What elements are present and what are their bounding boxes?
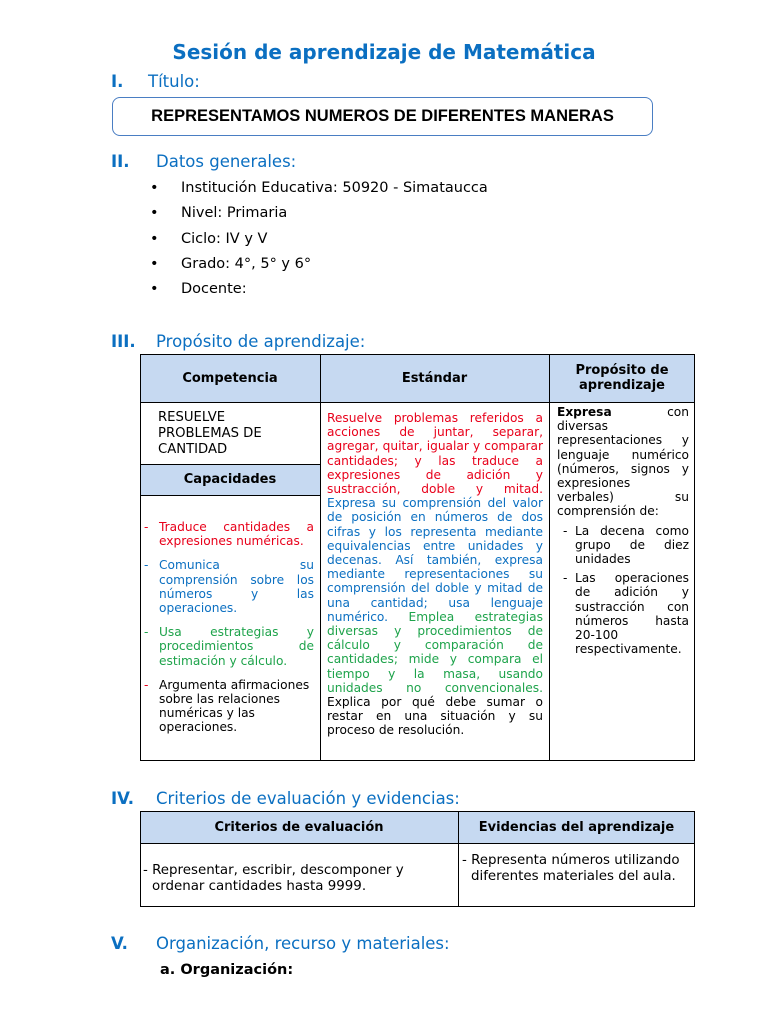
bullet: • <box>150 180 159 196</box>
bullet: • <box>150 255 159 272</box>
proposito-text: con diversas representaciones y lenguaje numérico (números, signos y expresiones verbales) su comprensión de: <box>557 405 689 519</box>
header-estandar: Estándar <box>320 354 549 402</box>
table-border <box>140 811 695 812</box>
section-5-heading <box>111 934 450 953</box>
table-border <box>140 402 695 403</box>
estandar-part-red: Resuelve problemas referidos a acciones de juntar, separar, agregar, quitar, igualar y comparar cantidades; y las traduce a expresiones de adición y sustracción, doble y mitad. <box>327 411 543 497</box>
proposito-content <box>557 405 689 656</box>
list-item <box>150 176 488 201</box>
dash: - <box>563 523 568 538</box>
capacidad-text: Argumenta afirmaciones sobre las relaciones numéricas y las operaciones. <box>159 677 310 735</box>
capacidad-text: Traduce cantidades a expresiones numéricas. <box>159 520 314 549</box>
section-number: V. <box>111 934 128 953</box>
section-4-heading <box>111 789 460 808</box>
list-item <box>144 625 314 668</box>
table-border <box>549 354 550 761</box>
section-number: III. <box>111 332 136 351</box>
section-label: Título: <box>148 72 200 91</box>
document-title: Sesión de aprendizaje de Matemática <box>172 40 596 64</box>
section-label: Propósito de aprendizaje: <box>156 332 366 351</box>
capacidad-text: Comunica su comprensión sobre los números y las operaciones. <box>159 558 314 616</box>
list-item-text: Institución Educativa: 50920 - Simataucca <box>181 180 488 196</box>
dash: - <box>563 571 568 586</box>
proposito-verb: Expresa <box>557 405 612 419</box>
list-item <box>144 520 314 548</box>
list-item <box>144 558 314 615</box>
general-data-list <box>150 176 488 302</box>
bullet: • <box>150 281 159 298</box>
table-border <box>140 843 695 844</box>
purpose-table <box>140 354 695 761</box>
section-label: Datos generales: <box>156 152 297 171</box>
dash: - <box>144 625 149 640</box>
list-item-text: Grado: 4°, 5° y 6° <box>181 255 312 272</box>
proposito-item-text: Las operaciones de adición y sustracción con números hasta 20-100 respectivamente. <box>575 571 689 657</box>
list-item <box>557 571 689 656</box>
estandar-part-black: Explica por qué debe sumar o restar en una situación y su proceso de resolución. <box>327 695 543 738</box>
dash: - <box>144 677 149 692</box>
header-competencia: Competencia <box>140 354 320 402</box>
header-proposito: Propósito de aprendizaje <box>549 354 695 402</box>
estandar-part-blue: Expresa su comprensión del valor de posición en números de dos cifras y los representa mediante equivalencias entre unidades y decenas. Así también, expresa mediante representaciones su comprensión del doble y mitad de una cantidad; usa lenguaje numérico. <box>327 496 543 624</box>
list-item-text: Docente: <box>181 281 247 298</box>
subsection-organizacion: a. Organización: <box>160 962 294 978</box>
table-border <box>140 760 695 761</box>
table-border <box>140 464 320 465</box>
proposito-item-text: La decena como grupo de diez unidades <box>575 523 689 567</box>
table-border <box>140 906 695 907</box>
list-item-text: Nivel: Primaria <box>181 205 288 222</box>
table-border <box>694 811 695 907</box>
bullet: • <box>150 205 159 222</box>
table-border <box>140 354 141 761</box>
bullet: • <box>150 230 159 247</box>
capacidades-list <box>144 520 314 741</box>
section-label: Criterios de evaluación y evidencias: <box>156 789 460 808</box>
section-2-heading <box>111 152 296 171</box>
list-item <box>150 252 488 277</box>
list-item <box>144 678 314 735</box>
list-item <box>150 277 488 302</box>
header-evidencias: Evidencias del aprendizaje <box>458 811 695 843</box>
header-criterios: Criterios de evaluación <box>140 811 458 843</box>
list-item <box>557 524 689 567</box>
section-label: Organización, recurso y materiales: <box>156 934 450 953</box>
table-border <box>140 811 141 907</box>
section-number: I. <box>111 72 124 91</box>
evidencia-text: - Representa números utilizando diferentes materiales del aula. <box>462 853 680 884</box>
session-title: REPRESENTAMOS NUMEROS DE DIFERENTES MANERAS <box>151 107 614 125</box>
session-title-box <box>112 97 653 136</box>
header-capacidades: Capacidades <box>140 464 320 495</box>
section-1-heading <box>111 72 200 91</box>
competencia-text: RESUELVE PROBLEMAS DE CANTIDAD <box>158 410 262 457</box>
capacidad-text: Usa estrategias y procedimientos de estimación y cálculo. <box>159 625 314 668</box>
table-border <box>458 811 459 907</box>
section-number: IV. <box>111 789 135 808</box>
proposito-intro <box>557 405 689 519</box>
dash: - <box>144 520 149 534</box>
estandar-part-green: Emplea estrategias diversas y procedimientos de cálculo y comparación de cantidades; mide y compara el tiempo y la masa, usando unidades no convencionales. <box>327 609 543 695</box>
dash: - <box>144 558 149 573</box>
table-border <box>140 354 695 355</box>
section-3-heading <box>111 332 365 351</box>
list-item <box>150 227 488 252</box>
criteria-table <box>140 811 695 907</box>
section-number: II. <box>111 152 130 171</box>
list-item-text: Ciclo: IV y V <box>181 230 268 247</box>
table-border <box>140 495 320 496</box>
estandar-text <box>327 411 543 738</box>
list-item <box>150 201 488 226</box>
table-border <box>320 354 321 761</box>
table-border <box>694 354 695 761</box>
criterio-text: - Representar, escribir, descomponer y ordenar cantidades hasta 9999. <box>143 863 404 894</box>
